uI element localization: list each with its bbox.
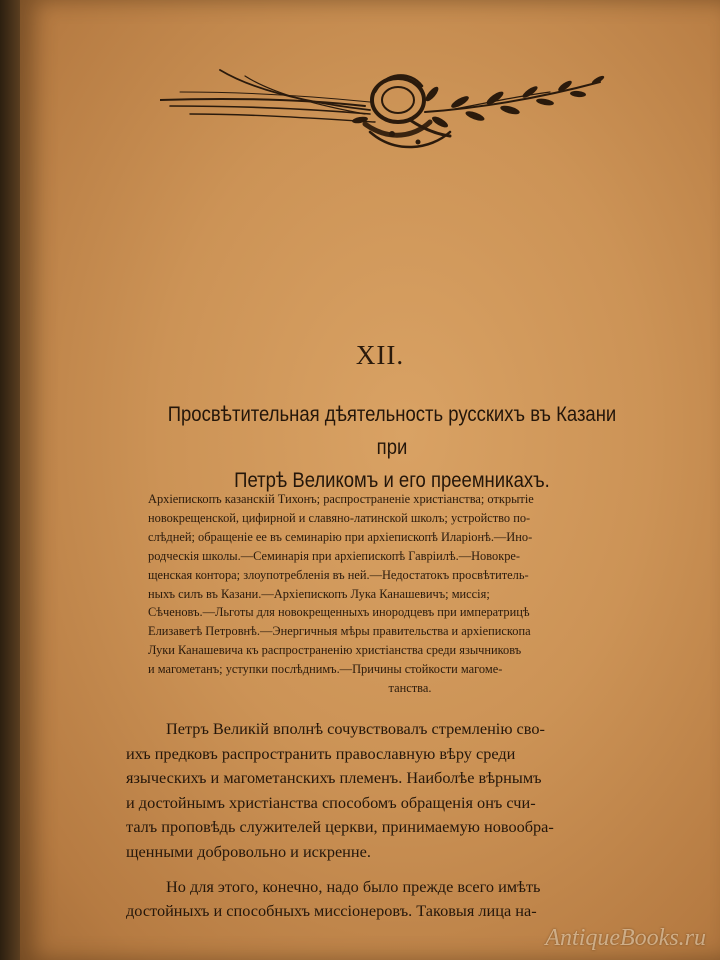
summary-line: Сѣченовъ.—Льготы для новокрещенныхъ инородцевъ при императрицѣ (148, 605, 530, 620)
watermark: AntiqueBooks.ru (545, 925, 706, 951)
paragraph (126, 717, 682, 865)
summary-line: ныхъ силъ въ Казани.—Архіепископъ Лука Канашевичъ; миссія; (148, 586, 490, 601)
body-line: Но для этого, конечно, надо было прежде всего имѣть (166, 876, 541, 896)
body-line: ихъ предковъ распространить православную вѣру среди (126, 743, 516, 763)
body-text (126, 717, 682, 924)
summary-line: щенская контора; злоупотребленія въ ней.—Недостатокъ просвѣтитель- (148, 567, 529, 582)
book-gutter (0, 0, 20, 960)
chapter-summary (148, 490, 672, 698)
summary-line: новокрещенской, цифирной и славяно-латинской школъ; устройство по- (148, 510, 531, 525)
body-line: и достойнымъ христіанства способомъ обращенія онъ счи- (126, 792, 536, 812)
body-line: языческихъ и магометанскихъ племенъ. Наиболѣе вѣрнымъ (126, 768, 542, 788)
body-line: Петръ Великій вполнѣ сочувствовалъ стремленію сво- (166, 719, 545, 738)
summary-line: Архіепископъ казанскій Тихонъ; распространеніе христіанства; открытіе (148, 492, 534, 506)
summary-line: родческія школы.—Семинарія при архіепископѣ Гавріилѣ.—Новокре- (148, 548, 521, 563)
chapter-title-line: Просвѣтительная дѣятельность русскихъ въ Казани при (167, 402, 617, 459)
body-line: талъ проповѣдь служителей церкви, принимаемую новообра- (126, 817, 554, 837)
summary-line: Луки Канашевича къ распространенію христіанства среди язычниковъ (148, 643, 522, 658)
paragraph (126, 875, 682, 924)
chapter-title-line: Петрѣ Великомъ и его преемникахъ. (234, 468, 550, 492)
summary-line: и магометанъ; уступки послѣднимъ.—Причины стойкости магоме- (148, 662, 503, 677)
laurel-wreath-ornament-icon (160, 62, 620, 162)
summary-line: танства. (388, 681, 432, 696)
summary-line: Елизаветѣ Петровнѣ.—Энергичныя мѣры правительства и архіепископа (148, 624, 531, 639)
chapter-title (151, 398, 633, 497)
chapter-number: XII. (355, 340, 405, 370)
body-line: щенными добровольно и искренне. (126, 841, 371, 861)
book-page (20, 0, 720, 960)
summary-line: слѣдней; обращеніе ее въ семинарію при архіепископѣ Иларіонѣ.—Ино- (148, 529, 533, 544)
body-line: достойныхъ и способныхъ миссіонеровъ. Таковыя лица на- (126, 901, 537, 921)
